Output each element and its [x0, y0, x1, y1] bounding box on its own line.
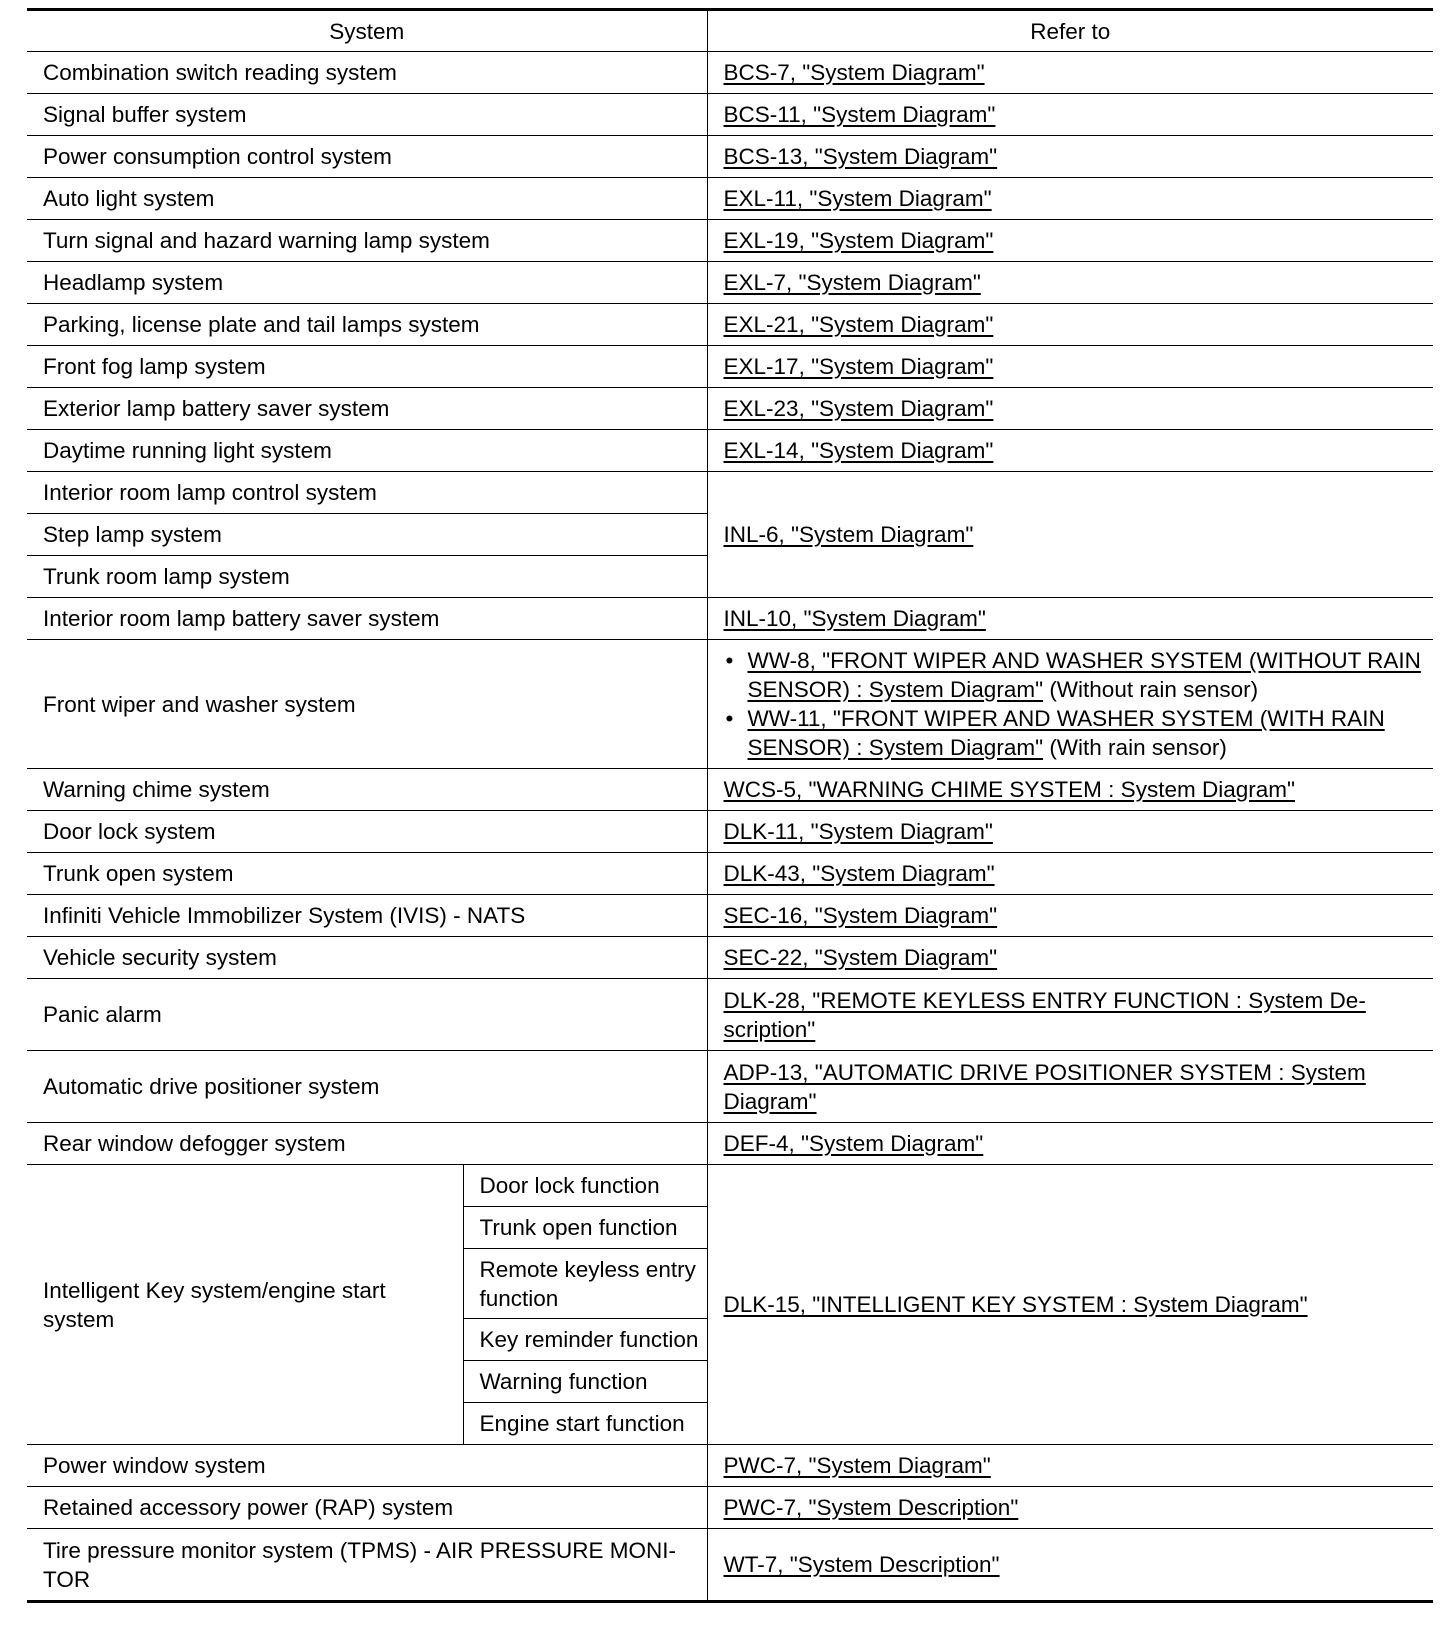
function-cell: Trunk open function [463, 1207, 707, 1249]
function-cell: Engine start function [463, 1403, 707, 1445]
reference-link[interactable]: PWC-7, "System Description" [723, 1495, 1019, 1520]
reference-note: (Without rain sensor) [1043, 677, 1259, 702]
system-cell: Signal buffer system [27, 94, 707, 136]
reference-link[interactable]: BCS-13, "System Diagram" [723, 144, 998, 169]
system-cell: Interior room lamp control system [27, 472, 707, 514]
reference-link[interactable]: DLK-11, "System Diagram" [723, 819, 993, 844]
system-cell: Interior room lamp battery saver system [27, 598, 707, 640]
reference-link[interactable]: EXL-21, "System Diagram" [723, 312, 994, 337]
system-cell: Door lock system [27, 811, 707, 853]
system-reference-table [27, 8, 1433, 1603]
header-refer-to: Refer to [707, 10, 1433, 52]
reference-link[interactable]: WW-11, "FRONT WIPER AND WASHER SYSTEM (WITH RAIN SENSOR) : System Diagram" [747, 706, 1385, 760]
reference-list [724, 646, 1434, 762]
reference-list-item [724, 704, 1434, 762]
system-cell: Parking, license plate and tail lamps system [27, 304, 707, 346]
reference-link[interactable]: ADP-13, "AUTOMATIC DRIVE POSITIONER SYSTEM : System Diagram" [723, 1059, 1366, 1114]
reference-link[interactable]: BCS-11, "System Diagram" [723, 102, 996, 127]
system-cell: Warning chime system [27, 769, 707, 811]
function-cell: Warning function [463, 1361, 707, 1403]
system-cell: Power window system [27, 1445, 707, 1487]
reference-link[interactable]: SEC-22, "System Diagram" [723, 945, 998, 970]
reference-link[interactable]: WW-8, "FRONT WIPER AND WASHER SYSTEM (WITHOUT RAIN SENSOR) : System Diagram" [747, 648, 1421, 702]
reference-note: (With rain sensor) [1043, 735, 1227, 760]
system-cell: Rear window defogger system [27, 1123, 707, 1165]
reference-link[interactable]: SEC-16, "System Diagram" [723, 903, 998, 928]
reference-link[interactable]: INL-10, "System Diagram" [723, 606, 986, 631]
reference-link[interactable]: DLK-43, "System Diagram" [723, 861, 995, 886]
reference-link[interactable]: DLK-15, "INTELLIGENT KEY SYSTEM : System Diagram" [723, 1292, 1308, 1317]
system-cell: Daytime running light system [27, 430, 707, 472]
system-cell: Auto light system [27, 178, 707, 220]
system-cell: Front fog lamp system [27, 346, 707, 388]
system-cell: Step lamp system [27, 514, 707, 556]
system-cell: Front wiper and washer system [27, 640, 707, 769]
system-cell: Trunk room lamp system [27, 556, 707, 598]
system-cell: Trunk open system [27, 853, 707, 895]
reference-link[interactable]: EXL-17, "System Diagram" [723, 354, 994, 379]
system-cell: Turn signal and hazard warning lamp system [27, 220, 707, 262]
reference-link[interactable]: WCS-5, "WARNING CHIME SYSTEM : System Diagram" [723, 777, 1295, 802]
header-system: System [27, 10, 707, 52]
system-cell: Vehicle security system [27, 937, 707, 979]
function-cell: Door lock function [463, 1165, 707, 1207]
reference-link[interactable]: BCS-7, "System Diagram" [723, 60, 985, 85]
system-cell: Intelligent Key system/engine start system [27, 1165, 463, 1445]
reference-link[interactable]: WT-7, "System Description" [723, 1552, 1000, 1577]
system-cell: Automatic drive positioner system [27, 1051, 707, 1123]
reference-link[interactable]: PWC-7, "System Diagram" [723, 1453, 991, 1478]
system-cell: Infiniti Vehicle Immobilizer System (IVIS) - NATS [27, 895, 707, 937]
function-cell: Key reminder function [463, 1319, 707, 1361]
reference-link[interactable]: EXL-14, "System Diagram" [723, 438, 994, 463]
reference-link[interactable]: EXL-19, "System Diagram" [723, 228, 994, 253]
function-cell: Remote keyless entry function [463, 1249, 707, 1319]
system-cell: Exterior lamp battery saver system [27, 388, 707, 430]
reference-link[interactable]: EXL-23, "System Diagram" [723, 396, 994, 421]
system-cell: Retained accessory power (RAP) system [27, 1487, 707, 1529]
reference-list-item [724, 646, 1434, 704]
system-cell: Panic alarm [27, 979, 707, 1051]
reference-link[interactable]: DEF-4, "System Diagram" [723, 1131, 984, 1156]
system-cell: Tire pressure monitor system (TPMS) - AIR PRESSURE MONI-TOR [27, 1529, 707, 1602]
reference-link[interactable]: DLK-28, "REMOTE KEYLESS ENTRY FUNCTION : System De-scription" [723, 987, 1366, 1042]
reference-link[interactable]: INL-6, "System Diagram" [723, 522, 974, 547]
system-cell: Power consumption control system [27, 136, 707, 178]
reference-link[interactable]: EXL-11, "System Diagram" [723, 186, 992, 211]
system-cell: Headlamp system [27, 262, 707, 304]
system-cell: Combination switch reading system [27, 52, 707, 94]
reference-link[interactable]: EXL-7, "System Diagram" [723, 270, 981, 295]
